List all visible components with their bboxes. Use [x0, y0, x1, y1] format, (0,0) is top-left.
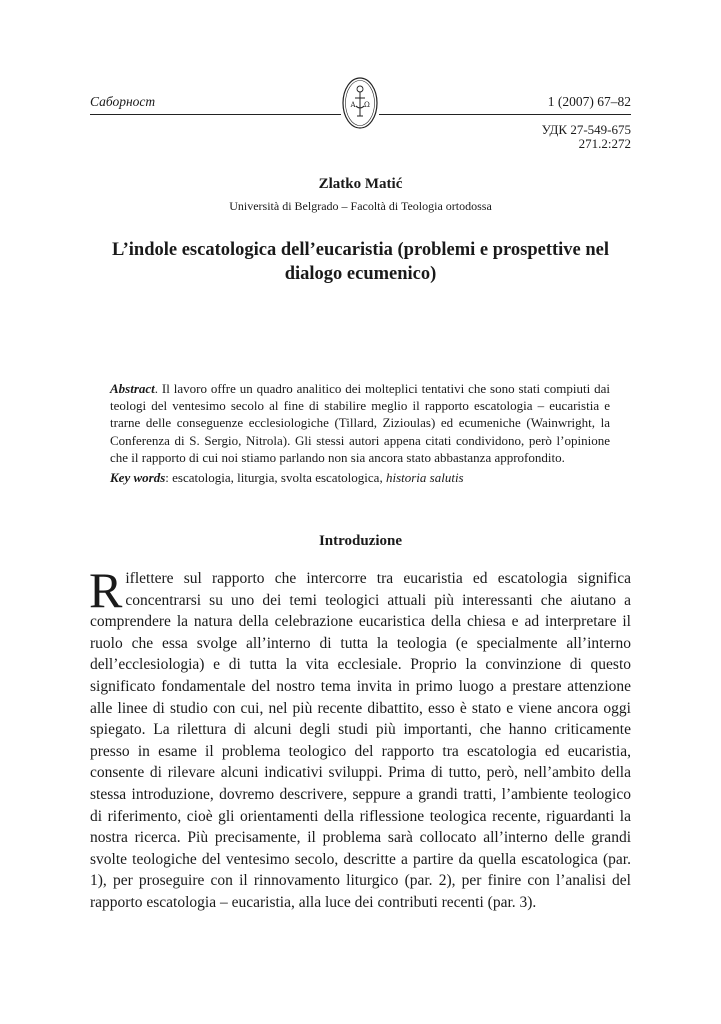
logo-omega: Ω: [364, 101, 370, 109]
journal-name: Саборност: [90, 94, 156, 109]
logo-alpha: A: [350, 101, 356, 109]
journal-logo-icon: [341, 76, 379, 130]
udk-line-2: 271.2:272: [578, 136, 631, 151]
drop-cap: R: [89, 562, 123, 618]
body-paragraph: [89, 562, 631, 914]
udk-line-1: УДК 27-549-675: [541, 122, 631, 137]
keywords-text: : escatologia, liturgia, svolta escatologica,: [165, 470, 386, 486]
article-title: L’indole escatologica dell’eucaristia (problemi e prospettive nel dialogo ecumenico): [111, 240, 610, 284]
keywords-italic: historia salutis: [385, 470, 464, 486]
body-text: [89, 562, 631, 914]
author-affiliation: Università di Belgrado – Facoltà di Teologia ortodossa: [229, 199, 492, 213]
issue-reference: 1 (2007) 67–82: [547, 94, 631, 109]
keywords-label: Key words: [110, 470, 166, 486]
section-heading: Introduzione: [318, 533, 403, 549]
abstract-label: Abstract: [110, 381, 155, 396]
udk-classification: [542, 123, 631, 151]
keywords-paragraph: [110, 469, 610, 486]
abstract-text: . Il lavoro offre un quadro analitico dei molteplici tentativi che sono stati compiuti dai teologi del ventesimo secolo al fine di stabilire meglio il rapporto escatologia – eucaristia e trarne delle conseguenze ecclesiologiche (Tillard, Zizioulas) ed ecumeniche (Wainwright, la Conferenza di S. Sergio, Nitrola). Gli stessi autori appena citati condividono, però l’opinione che il rapporto di cui noi stiamo parlando non sia ancora stato abbastanza approfondito.: [110, 381, 610, 465]
body-paragraph-text: iflettere sul rapporto che intercorre tra eucaristia ed escatologia significa concentrarsi su uno dei temi teologici attuali più interessanti che aiutano a comprendere la natura della celebrazione eucaristica della chiesa e ad interpretare il ruolo che essa svolge all’interno di tutta la teologia (e specialmente all’interno dell’ecclesiologia) e di tutta la vita ecclesiale. Proprio la convinzione di questo significato fondamentale del nostro tema invita in primo luogo a prestare attenzione alle linee di studio con cui, nel più recente dibattito, esso è stato e viene ancora oggi spiegato. La rilettura di alcuni degli studi più importanti, che hanno criticamente presso in esame il problema teologico del rapporto tra escatologia ed eucaristia, consente di rilevare alcuni indicativi sviluppi. Prima di tutto, però, nell’ambito della stessa introduzione, dovremo descrivere, seppure a grandi tratti, l’ambiente teologico di riferimento, cioè gli orientamenti della riflessione teologica recente, riguardanti la nostra ricerca. Più precisamente, il problema sarà collocato all’interno delle grandi svolte teologiche del ventesimo secolo, descritte a partire da quella escatologica (par. 1), per proseguire con il rinnovamento liturgico (par. 2), per finire con l’analisi del rapporto escatologia – eucaristia, alla luce dei contributi recenti (par. 3).: [90, 570, 631, 911]
abstract-block: [110, 380, 610, 486]
author-name: Zlatko Matić: [318, 176, 403, 192]
abstract-paragraph: [110, 380, 610, 466]
